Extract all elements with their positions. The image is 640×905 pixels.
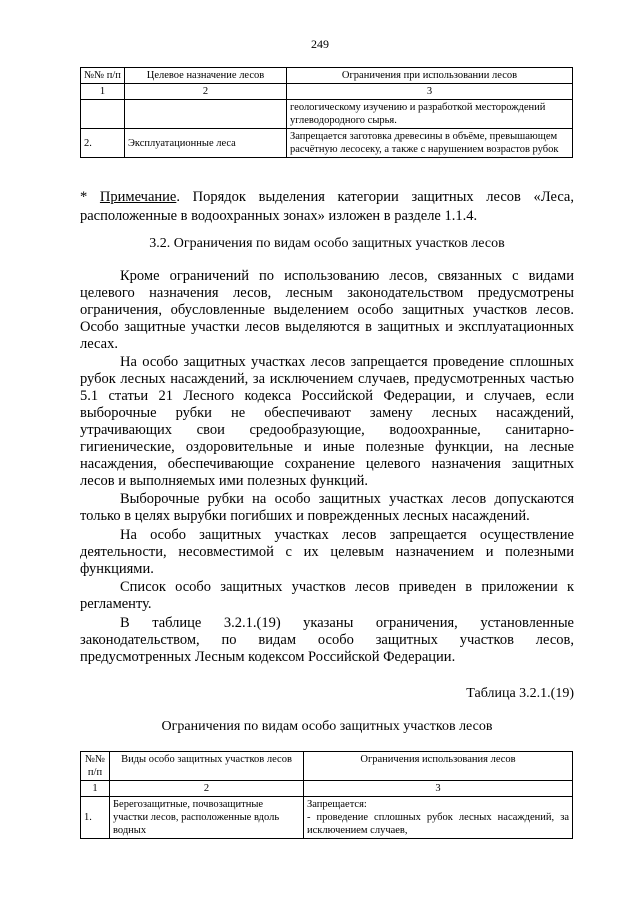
restrictions-table-top [80,67,573,158]
table-index-row [81,781,573,797]
body-paragraph: Выборочные рубки на особо защитных участках лесов допускаются только в целях вырубки погибших и поврежденных лесных насаждений. [80,491,574,524]
index-cell: 1 [81,781,110,797]
table-title: Ограничения по видам особо защитных участков лесов [161,719,493,734]
section-heading: 3.2. Ограничения по видам особо защитных участков лесов [149,236,505,251]
body-paragraph: Список особо защитных участков лесов приведен в приложении к регламенту. [80,579,574,612]
index-cell: 3 [287,84,573,100]
table-cell: 1. [81,797,110,839]
table-cell [125,100,287,129]
body-paragraph: В таблице 3.2.1.(19) указаны ограничения, установленные законодательством, по видам особо защитных участков лесов, предусмотренных Лесным кодексом Российской Федерации. [80,615,574,665]
table-cell [81,100,125,129]
table-row [81,797,573,839]
table-cell: Эксплуатационные леса [125,129,287,158]
body-paragraph: Кроме ограничений по использованию лесов, связанных с видами целевого назначения лесов, лесным законодательством предусмотрены ограничения, обусловленные выделением особо защитных участков лесов. Особо защитные участки лесов выделяются в защитных и эксплуатационных лесах. [80,268,574,352]
index-cell: 1 [81,84,125,100]
header-cell: №№ п/п [81,752,110,781]
table-row [81,129,573,158]
table-cell: Запрещается заготовка древесины в объёме, превышающем расчётную лесосеку, а также с нарушением возрастов рубок [287,129,573,158]
table-cell: 2. [81,129,125,158]
body-paragraph: На особо защитных участках лесов запрещается проведение сплошных рубок лесных насаждений, за исключением случаев, предусмотренных частью 5.1 статьи 21 Лесного кодекса Российской Федерации, и случаев, если выборочные рубки не обеспечивают замену лесных насаждений, утрачивающих свои средообразующие, водоохранные, санитарно-гигиенические, оздоровительные и иные полезные функции, на лесные насаждения, обеспечивающие сохранение целевого назначения защитных лесов и выполняемых ими полезных функций. [80,354,574,489]
oszu-restrictions-table [80,751,573,839]
footnote-label: Примечание [99,189,177,205]
page-number: 249 [311,37,329,51]
table-cell: геологическому изучению и разработкой месторождений углеводородного сырья. [287,100,573,129]
header-cell: Ограничения использования лесов [304,752,573,781]
footnote-text: . Порядок выделения категории защитных лесов «Леса, расположенные в водоохранных зонах» изложен в разделе 1.1.4. [80,189,574,224]
footnote [80,188,574,226]
table-header-row [81,752,573,781]
footnote-marker: * [80,189,88,205]
index-cell: 3 [304,781,573,797]
table-index-row [81,84,573,100]
table-label: Таблица 3.2.1.(19) [466,686,574,701]
table-cell: Запрещается: - проведение сплошных рубок лесных насаждений, за исключением случаев, [304,797,573,839]
table-header-row [81,68,573,84]
table-row [81,100,573,129]
header-cell: Ограничения при использовании лесов [287,68,573,84]
index-cell: 2 [110,781,304,797]
index-cell: 2 [125,84,287,100]
header-cell: №№ п/п [81,68,125,84]
table-cell: Берегозащитные, почвозащитные участки лесов, расположенные вдоль водных [110,797,304,839]
body-paragraph: На особо защитных участках лесов запрещается осуществление деятельности, несовместимой с их целевым назначением и полезными функциями. [80,527,574,577]
header-cell: Виды особо защитных участков лесов [110,752,304,781]
header-cell: Целевое назначение лесов [125,68,287,84]
